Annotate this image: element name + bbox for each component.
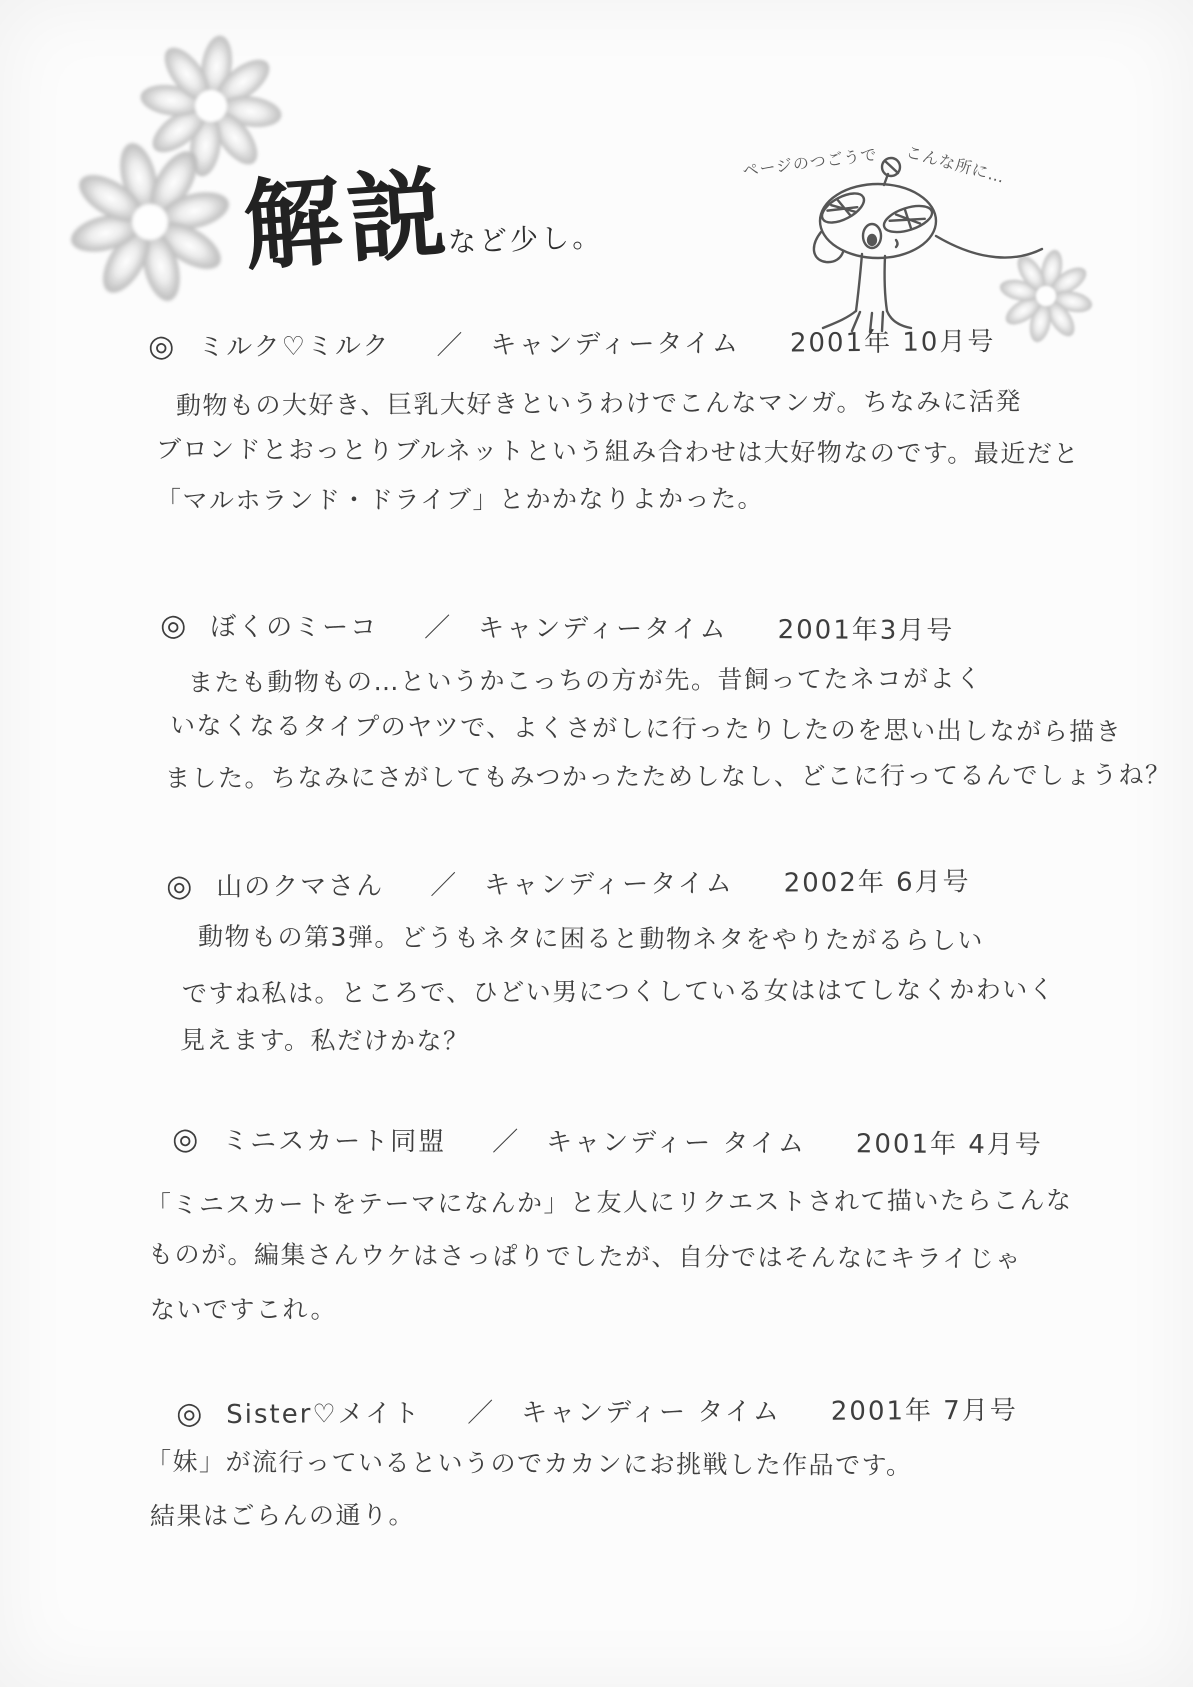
alien-tree-doodle [790,150,1080,345]
entry-body-line: いなくなるタイプのヤツで、よくさがしに行ったりしたのを思い出しながら描き [169,710,1123,747]
spiral-bullet-icon: ◎ [164,867,197,906]
spiral-bullet-icon: ◎ [146,327,179,366]
entry-body-line: 見えます。私だけかな？ [179,1025,470,1056]
magazine-name: キャンディー タイム [546,1127,806,1160]
entry-title: 山のクマさん [216,871,385,903]
magazine-name: キャンディー タイム [521,1397,781,1429]
entry-heading [166,861,971,904]
entry-body-line: ないですこれ。 [149,1294,338,1325]
entry-body-line: 動物もの第3弾。どうもネタに困ると動物ネタをやりたがるらしい [197,921,984,956]
spiral-bullet-icon: ◎ [170,1120,202,1159]
magazine-name: キャンディータイム [490,328,741,361]
slash-separator: ／ [430,870,459,901]
issue-label: 2002年 6月号 [783,867,971,899]
issue-label: 2001年3月号 [777,615,955,647]
entry-title: Sister♡メイト [226,1398,422,1430]
entry-title: ミルク♡ミルク [198,331,391,363]
issue-label: 2001年 4月号 [855,1129,1043,1161]
entry-body-line: 「マルホランド・ドライブ」とかかなりよかった。 [155,483,765,516]
slash-separator: ／ [492,1127,521,1158]
entry-body-line: ものが。編集さんウケはさっぱりでしたが、自分ではそんなにキライじゃ [147,1239,1022,1274]
page-title: 解説 [239,155,456,286]
magazine-name: キャンディータイム [478,613,728,645]
entry-body-line: ですね私は。ところで、ひどい男につくしている女ははてしなくかわいく [181,974,1056,1009]
entry-title: ミニスカート同盟 [222,1125,447,1158]
slash-separator: ／ [436,330,465,361]
doodle-caption-left: ページのつごうで [741,144,879,181]
doodle-caption-right: こんな所に… [904,142,1008,187]
spiral-bullet-icon: ◎ [158,606,190,645]
magazine-name: キャンディータイム [484,868,734,901]
entry-body-line: 結果はごらんの通り。 [149,1500,416,1531]
slash-separator: ／ [467,1398,496,1429]
flower-doodle [66,138,234,306]
slash-separator: ／ [424,613,453,644]
entry-body-line: 「妹」が流行っているというのでカカンにお挑戦した作品です。 [145,1446,913,1481]
entry-body-line: またも動物もの…というかこっちの方が先。昔飼ってたネコがよく [187,663,983,698]
entry-body-line: ました。ちなみにさがしてもみつかったためしなし、どこに行ってるんでしょうね？ [164,760,1172,793]
issue-label: 2001年 7月号 [830,1395,1018,1427]
entry-body-line: ブロンドとおっとりブルネットという組み合わせは大好物なのです。最近だと [155,434,1080,469]
entry-heading [172,1120,1043,1162]
entry-heading [176,1390,1018,1431]
spiral-bullet-icon: ◎ [174,1394,207,1433]
entry-body-line: 「ミニスカートをテーマになんか」と友人にリクエストされて描いたらこんな [145,1185,1073,1220]
entry-title: ぼくのミーコ [210,612,379,644]
issue-label: 2001年 10月号 [789,327,996,359]
entry-heading [160,606,955,647]
page-title-suffix: など少し。 [447,220,604,259]
entry-body-line: 動物もの大好き、巨乳大好きというわけでこんなマンガ。ちなみに活発 [175,386,1023,421]
entry-heading [148,321,996,364]
